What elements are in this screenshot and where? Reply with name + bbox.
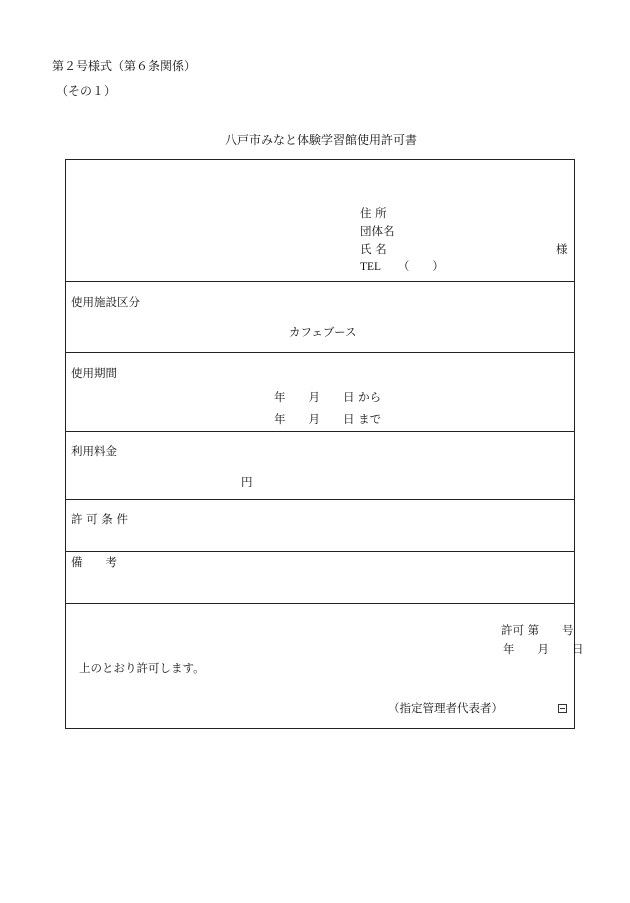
honorific: 様 [556,242,568,256]
tel-label: TEL （ ） [360,261,444,273]
divider [66,499,574,500]
period-to: 年 月 日 まで [274,412,382,426]
divider [66,431,574,432]
period-from: 年 月 日 から [274,390,382,404]
period-label: 使用期間 [71,366,117,380]
group-name-label: 団体名 [360,224,395,238]
representative-label: （指定管理者代表者） [388,701,503,715]
sub-number: （その１） [56,84,117,98]
facility-value: カフェブース [289,325,357,339]
divider [66,352,574,353]
permit-form-table [65,159,584,729]
fee-unit: 円 [241,475,253,489]
applicant-name-label: 氏 名 [360,242,387,256]
divider [66,281,574,282]
permit-date: 年 月 日 [503,642,584,656]
divider [66,603,574,604]
facility-label: 使用施設区分 [71,295,140,309]
fee-label: 利用料金 [71,444,117,458]
remarks-label: 備 考 [71,555,117,569]
seal-icon [558,704,567,716]
conditions-label: 許 可 条 件 [71,512,128,526]
form-number: 第２号様式（第６条関係） [52,59,197,73]
permit-statement: 上のとおり許可します。 [79,661,205,675]
page-title: 八戸市みなと体験学習館使用許可書 [225,133,418,147]
address-label: 住 所 [360,206,387,220]
permit-number: 許可 第 号 [501,623,574,637]
divider [66,551,574,552]
